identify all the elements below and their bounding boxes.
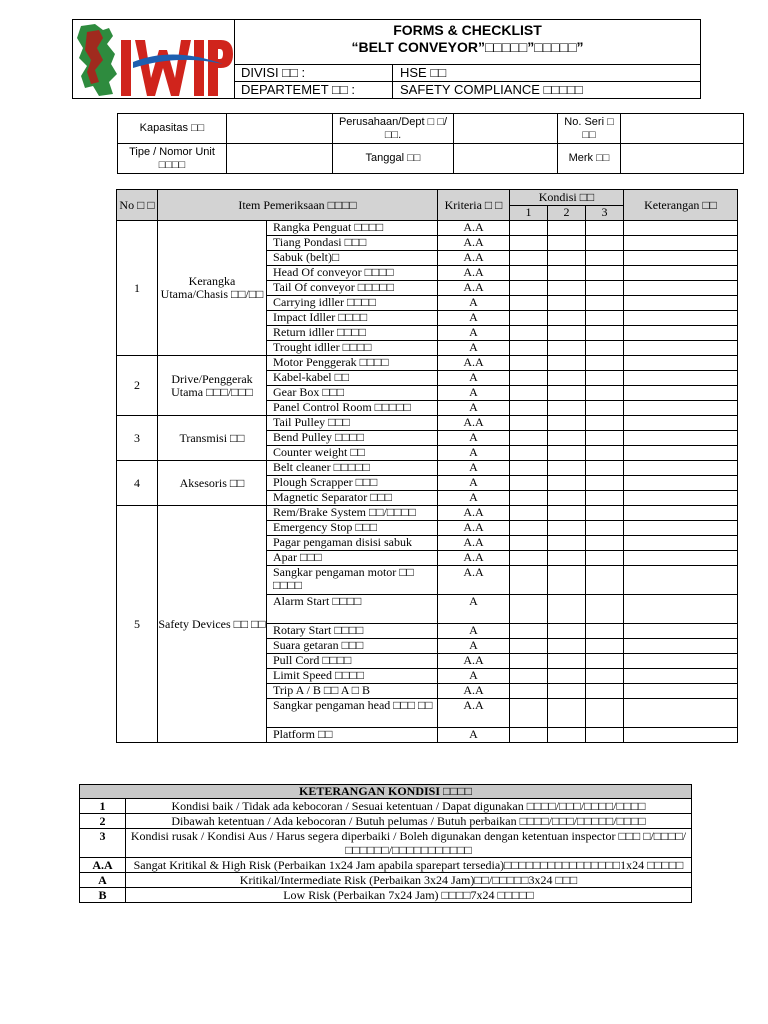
kondisi-1-cell[interactable] bbox=[510, 506, 548, 521]
kondisi-1-cell[interactable] bbox=[510, 356, 548, 371]
kondisi-3-cell[interactable] bbox=[586, 221, 624, 236]
item-kriteria: A bbox=[438, 639, 510, 654]
item-name: Sabuk (belt)□ bbox=[267, 251, 438, 266]
kondisi-3-cell[interactable] bbox=[586, 266, 624, 281]
kondisi-1-cell[interactable] bbox=[510, 296, 548, 311]
kondisi-1-cell[interactable] bbox=[510, 461, 548, 476]
item-name: Gear Box □□□ bbox=[267, 386, 438, 401]
kondisi-3-cell[interactable] bbox=[586, 251, 624, 266]
item-kriteria: A.A bbox=[438, 506, 510, 521]
item-kriteria: A.A bbox=[438, 521, 510, 536]
keterangan-cell[interactable] bbox=[624, 639, 738, 654]
kondisi-3-cell[interactable] bbox=[586, 654, 624, 669]
kapasitas-label: Kapasitas □□ bbox=[118, 114, 227, 144]
group-name: Safety Devices □□ □□ bbox=[158, 506, 267, 743]
kondisi-1-cell[interactable] bbox=[510, 699, 548, 728]
kondisi-2-cell[interactable] bbox=[548, 401, 586, 416]
group-number: 5 bbox=[117, 506, 158, 743]
col-kondisi-2: 2 bbox=[548, 205, 586, 221]
keterangan-cell[interactable] bbox=[624, 251, 738, 266]
group-name: Drive/Penggerak Utama □□□/□□□ bbox=[158, 356, 267, 416]
keterangan-cell[interactable] bbox=[624, 506, 738, 521]
kondisi-2-cell[interactable] bbox=[548, 281, 586, 296]
item-kriteria: A bbox=[438, 401, 510, 416]
kondisi-2-cell[interactable] bbox=[548, 624, 586, 639]
kondisi-2-cell[interactable] bbox=[548, 654, 586, 669]
item-name: Plough Scrapper □□□ bbox=[267, 476, 438, 491]
logo-text: IWIP bbox=[73, 20, 76, 21]
item-name: Magnetic Separator □□□ bbox=[267, 491, 438, 506]
kondisi-3-cell[interactable] bbox=[586, 639, 624, 654]
checklist-row bbox=[117, 221, 738, 236]
kondisi-3-cell[interactable] bbox=[586, 311, 624, 326]
item-kriteria: A bbox=[438, 431, 510, 446]
legend-code: A bbox=[80, 873, 126, 888]
kondisi-1-cell[interactable] bbox=[510, 595, 548, 624]
col-kondisi-3: 3 bbox=[586, 205, 624, 221]
keterangan-cell[interactable] bbox=[624, 684, 738, 699]
item-name: Limit Speed □□□□ bbox=[267, 669, 438, 684]
kondisi-2-cell[interactable] bbox=[548, 311, 586, 326]
kondisi-2-cell[interactable] bbox=[548, 236, 586, 251]
kondisi-1-cell[interactable] bbox=[510, 416, 548, 431]
keterangan-cell[interactable] bbox=[624, 296, 738, 311]
item-kriteria: A.A bbox=[438, 654, 510, 669]
item-name: Tiang Pondasi □□□ bbox=[267, 236, 438, 251]
keterangan-cell[interactable] bbox=[624, 521, 738, 536]
kondisi-3-cell[interactable] bbox=[586, 281, 624, 296]
kondisi-2-cell[interactable] bbox=[548, 728, 586, 743]
legend-row bbox=[80, 799, 692, 814]
kondisi-3-cell[interactable] bbox=[586, 371, 624, 386]
kondisi-3-cell[interactable] bbox=[586, 551, 624, 566]
group-name: Aksesoris □□ bbox=[158, 461, 267, 506]
kondisi-3-cell[interactable] bbox=[586, 416, 624, 431]
legend-table bbox=[79, 784, 692, 903]
keterangan-cell[interactable] bbox=[624, 431, 738, 446]
item-name: Sangkar pengaman motor □□ □□□□ bbox=[267, 566, 438, 595]
merk-field[interactable] bbox=[621, 144, 744, 174]
item-name: Rotary Start □□□□ bbox=[267, 624, 438, 639]
kondisi-3-cell[interactable] bbox=[586, 461, 624, 476]
kondisi-3-cell[interactable] bbox=[586, 595, 624, 624]
tanggal-field[interactable] bbox=[454, 144, 558, 174]
legend-title: KETERANGAN KONDISI □□□□ bbox=[80, 785, 692, 799]
unit-info-table bbox=[117, 113, 744, 174]
keterangan-cell[interactable] bbox=[624, 386, 738, 401]
item-name: Sangkar pengaman head □□□ □□ bbox=[267, 699, 438, 728]
kondisi-2-cell[interactable] bbox=[548, 566, 586, 595]
kondisi-3-cell[interactable] bbox=[586, 476, 624, 491]
item-name: Pagar pengaman disisi sabuk bbox=[267, 536, 438, 551]
checklist-row bbox=[117, 416, 738, 431]
item-name: Return idller □□□□ bbox=[267, 326, 438, 341]
item-kriteria: A.A bbox=[438, 416, 510, 431]
kondisi-1-cell[interactable] bbox=[510, 639, 548, 654]
kondisi-2-cell[interactable] bbox=[548, 431, 586, 446]
kondisi-1-cell[interactable] bbox=[510, 521, 548, 536]
tanggal-label: Tanggal □□ bbox=[333, 144, 454, 174]
legend-description: Low Risk (Perbaikan 7x24 Jam) □□□□7x24 □□□□□ bbox=[126, 888, 692, 903]
item-kriteria: A bbox=[438, 491, 510, 506]
keterangan-cell[interactable] bbox=[624, 476, 738, 491]
legend-row bbox=[80, 858, 692, 873]
keterangan-cell[interactable] bbox=[624, 266, 738, 281]
item-kriteria: A bbox=[438, 461, 510, 476]
col-kriteria: Kriteria □ □ bbox=[438, 190, 510, 221]
legend-code: B bbox=[80, 888, 126, 903]
kondisi-3-cell[interactable] bbox=[586, 491, 624, 506]
kondisi-1-cell[interactable] bbox=[510, 386, 548, 401]
kondisi-1-cell[interactable] bbox=[510, 446, 548, 461]
item-name: Platform □□ bbox=[267, 728, 438, 743]
kondisi-2-cell[interactable] bbox=[548, 356, 586, 371]
item-name: Trought idller □□□□ bbox=[267, 341, 438, 356]
item-kriteria: A bbox=[438, 476, 510, 491]
kondisi-2-cell[interactable] bbox=[548, 595, 586, 624]
kondisi-1-cell[interactable] bbox=[510, 624, 548, 639]
tipe-field[interactable] bbox=[227, 144, 333, 174]
item-kriteria: A.A bbox=[438, 281, 510, 296]
item-kriteria: A bbox=[438, 624, 510, 639]
item-name: Carrying idller □□□□ bbox=[267, 296, 438, 311]
kondisi-3-cell[interactable] bbox=[586, 728, 624, 743]
kondisi-2-cell[interactable] bbox=[548, 506, 586, 521]
item-name: Tail Pulley □□□ bbox=[267, 416, 438, 431]
kapasitas-field[interactable] bbox=[227, 114, 333, 144]
kondisi-2-cell[interactable] bbox=[548, 639, 586, 654]
kondisi-2-cell[interactable] bbox=[548, 699, 586, 728]
item-name: Rangka Penguat □□□□ bbox=[267, 221, 438, 236]
kondisi-1-cell[interactable] bbox=[510, 341, 548, 356]
keterangan-cell[interactable] bbox=[624, 551, 738, 566]
keterangan-cell[interactable] bbox=[624, 311, 738, 326]
kondisi-1-cell[interactable] bbox=[510, 236, 548, 251]
kondisi-3-cell[interactable] bbox=[586, 624, 624, 639]
kondisi-3-cell[interactable] bbox=[586, 401, 624, 416]
departemen-label: DEPARTEMET □□ : bbox=[241, 82, 355, 97]
kondisi-2-cell[interactable] bbox=[548, 386, 586, 401]
perusahaan-field[interactable] bbox=[454, 114, 558, 144]
item-kriteria: A.A bbox=[438, 536, 510, 551]
keterangan-cell[interactable] bbox=[624, 536, 738, 551]
keterangan-cell[interactable] bbox=[624, 566, 738, 595]
item-kriteria: A bbox=[438, 669, 510, 684]
keterangan-cell[interactable] bbox=[624, 281, 738, 296]
kondisi-2-cell[interactable] bbox=[548, 521, 586, 536]
col-kondisi-1: 1 bbox=[510, 205, 548, 221]
item-kriteria: A.A bbox=[438, 251, 510, 266]
departemen-row bbox=[235, 82, 700, 98]
item-kriteria: A.A bbox=[438, 551, 510, 566]
legend-row bbox=[80, 873, 692, 888]
kondisi-1-cell[interactable] bbox=[510, 371, 548, 386]
group-number: 4 bbox=[117, 461, 158, 506]
kondisi-2-cell[interactable] bbox=[548, 341, 586, 356]
legend-description: Kondisi baik / Tidak ada kebocoran / Sesuai ketentuan / Dapat digunakan □□□□/□□□/□□□□/□□□□ bbox=[126, 799, 692, 814]
kondisi-2-cell[interactable] bbox=[548, 371, 586, 386]
kondisi-3-cell[interactable] bbox=[586, 521, 624, 536]
item-name: Kabel-kabel □□ bbox=[267, 371, 438, 386]
kondisi-2-cell[interactable] bbox=[548, 669, 586, 684]
legend-row bbox=[80, 814, 692, 829]
kondisi-2-cell[interactable] bbox=[548, 251, 586, 266]
kondisi-2-cell[interactable] bbox=[548, 221, 586, 236]
kondisi-1-cell[interactable] bbox=[510, 654, 548, 669]
kondisi-3-cell[interactable] bbox=[586, 296, 624, 311]
kondisi-1-cell[interactable] bbox=[510, 431, 548, 446]
keterangan-cell[interactable] bbox=[624, 326, 738, 341]
item-kriteria: A.A bbox=[438, 221, 510, 236]
keterangan-cell[interactable] bbox=[624, 221, 738, 236]
item-kriteria: A.A bbox=[438, 356, 510, 371]
keterangan-cell[interactable] bbox=[624, 401, 738, 416]
item-kriteria: A bbox=[438, 371, 510, 386]
item-kriteria: A.A bbox=[438, 566, 510, 595]
item-name: Apar □□□ bbox=[267, 551, 438, 566]
kondisi-1-cell[interactable] bbox=[510, 491, 548, 506]
keterangan-cell[interactable] bbox=[624, 595, 738, 624]
checklist-row bbox=[117, 356, 738, 371]
tipe-label: Tipe / Nomor Unit □□□□ bbox=[118, 144, 227, 174]
kondisi-3-cell[interactable] bbox=[586, 236, 624, 251]
perusahaan-label: Perusahaan/Dept □ □/□□. bbox=[333, 114, 454, 144]
legend-description: Kondisi rusak / Kondisi Aus / Harus segera diperbaiki / Boleh digunakan dengan ketentuan inspector □□□ □/□□□□/□□□□□□/□□□□□□□□□□□ bbox=[126, 829, 692, 858]
item-name: Panel Control Room □□□□□ bbox=[267, 401, 438, 416]
keterangan-cell[interactable] bbox=[624, 356, 738, 371]
item-name: Rem/Brake System □□/□□□□ bbox=[267, 506, 438, 521]
item-kriteria: A bbox=[438, 386, 510, 401]
checklist-table bbox=[116, 189, 738, 743]
title-line-2: “BELT CONVEYOR”□□□□□”□□□□□” bbox=[351, 39, 584, 55]
kondisi-1-cell[interactable] bbox=[510, 551, 548, 566]
title-line-1: FORMS & CHECKLIST bbox=[393, 22, 542, 38]
kondisi-1-cell[interactable] bbox=[510, 728, 548, 743]
item-name: Head Of conveyor □□□□ bbox=[267, 266, 438, 281]
checklist-row bbox=[117, 506, 738, 521]
kondisi-1-cell[interactable] bbox=[510, 326, 548, 341]
item-kriteria: A bbox=[438, 446, 510, 461]
kondisi-3-cell[interactable] bbox=[586, 446, 624, 461]
divisi-row bbox=[235, 65, 700, 82]
kondisi-1-cell[interactable] bbox=[510, 684, 548, 699]
kondisi-3-cell[interactable] bbox=[586, 386, 624, 401]
legend-code: 3 bbox=[80, 829, 126, 858]
item-name: Trip A / B □□ A □ B bbox=[267, 684, 438, 699]
item-name: Suara getaran □□□ bbox=[267, 639, 438, 654]
item-kriteria: A.A bbox=[438, 699, 510, 728]
no-seri-field[interactable] bbox=[621, 114, 744, 144]
item-name: Motor Penggerak □□□□ bbox=[267, 356, 438, 371]
keterangan-cell[interactable] bbox=[624, 341, 738, 356]
keterangan-cell[interactable] bbox=[624, 491, 738, 506]
keterangan-cell[interactable] bbox=[624, 446, 738, 461]
kondisi-3-cell[interactable] bbox=[586, 699, 624, 728]
keterangan-cell[interactable] bbox=[624, 236, 738, 251]
keterangan-cell[interactable] bbox=[624, 461, 738, 476]
group-name: Transmisi □□ bbox=[158, 416, 267, 461]
group-name: Kerangka Utama/Chasis □□/□□ bbox=[158, 221, 267, 356]
legend-code: 2 bbox=[80, 814, 126, 829]
checklist-row bbox=[117, 461, 738, 476]
kondisi-3-cell[interactable] bbox=[586, 566, 624, 595]
keterangan-cell[interactable] bbox=[624, 728, 738, 743]
item-name: Pull Cord □□□□ bbox=[267, 654, 438, 669]
form-header bbox=[72, 19, 701, 99]
kondisi-2-cell[interactable] bbox=[548, 416, 586, 431]
kondisi-3-cell[interactable] bbox=[586, 684, 624, 699]
kondisi-3-cell[interactable] bbox=[586, 506, 624, 521]
company-logo bbox=[73, 20, 235, 98]
item-kriteria: A bbox=[438, 341, 510, 356]
kondisi-1-cell[interactable] bbox=[510, 476, 548, 491]
item-kriteria: A bbox=[438, 296, 510, 311]
item-kriteria: A.A bbox=[438, 684, 510, 699]
item-kriteria: A bbox=[438, 326, 510, 341]
legend-row bbox=[80, 829, 692, 858]
kondisi-3-cell[interactable] bbox=[586, 536, 624, 551]
legend-description: Dibawah ketentuan / Ada kebocoran / Butuh pelumas / Butuh perbaikan □□□□/□□□/□□□□□/□□□□ bbox=[126, 814, 692, 829]
kondisi-2-cell[interactable] bbox=[548, 296, 586, 311]
item-name: Emergency Stop □□□ bbox=[267, 521, 438, 536]
kondisi-1-cell[interactable] bbox=[510, 669, 548, 684]
departemen-value: SAFETY COMPLIANCE □□□□□ bbox=[400, 82, 583, 97]
group-number: 2 bbox=[117, 356, 158, 416]
divisi-label: DIVISI □□ : bbox=[241, 65, 306, 80]
legend-row bbox=[80, 888, 692, 903]
col-kondisi: Kondisi □□ bbox=[510, 190, 624, 206]
kondisi-2-cell[interactable] bbox=[548, 266, 586, 281]
kondisi-2-cell[interactable] bbox=[548, 446, 586, 461]
kondisi-2-cell[interactable] bbox=[548, 536, 586, 551]
kondisi-1-cell[interactable] bbox=[510, 281, 548, 296]
group-number: 3 bbox=[117, 416, 158, 461]
item-kriteria: A.A bbox=[438, 266, 510, 281]
keterangan-cell[interactable] bbox=[624, 669, 738, 684]
item-name: Bend Pulley □□□□ bbox=[267, 431, 438, 446]
keterangan-cell[interactable] bbox=[624, 624, 738, 639]
kondisi-3-cell[interactable] bbox=[586, 669, 624, 684]
group-number: 1 bbox=[117, 221, 158, 356]
kondisi-1-cell[interactable] bbox=[510, 536, 548, 551]
col-keterangan: Keterangan □□ bbox=[624, 190, 738, 221]
item-kriteria: A bbox=[438, 311, 510, 326]
legend-description: Sangat Kritikal & High Risk (Perbaikan 1x24 Jam apabila sparepart tersedia)□□□□□□□□□□□□□□□□1x24 □□□□□ bbox=[126, 858, 692, 873]
kondisi-1-cell[interactable] bbox=[510, 221, 548, 236]
kondisi-2-cell[interactable] bbox=[548, 326, 586, 341]
merk-label: Merk □□ bbox=[558, 144, 621, 174]
kondisi-1-cell[interactable] bbox=[510, 401, 548, 416]
kondisi-3-cell[interactable] bbox=[586, 431, 624, 446]
legend-code: 1 bbox=[80, 799, 126, 814]
item-kriteria: A.A bbox=[438, 236, 510, 251]
kondisi-3-cell[interactable] bbox=[586, 356, 624, 371]
kondisi-1-cell[interactable] bbox=[510, 266, 548, 281]
legend-description: Kritikal/Intermediate Risk (Perbaikan 3x24 Jam)□□/□□□□□3x24 □□□ bbox=[126, 873, 692, 888]
kondisi-1-cell[interactable] bbox=[510, 566, 548, 595]
item-name: Alarm Start □□□□ bbox=[267, 595, 438, 624]
item-name: Counter weight □□ bbox=[267, 446, 438, 461]
col-item: Item Pemeriksaan □□□□ bbox=[158, 190, 438, 221]
item-name: Belt cleaner □□□□□ bbox=[267, 461, 438, 476]
kondisi-2-cell[interactable] bbox=[548, 491, 586, 506]
kondisi-2-cell[interactable] bbox=[548, 461, 586, 476]
no-seri-label: No. Seri □ □□ bbox=[558, 114, 621, 144]
kondisi-1-cell[interactable] bbox=[510, 251, 548, 266]
kondisi-2-cell[interactable] bbox=[548, 476, 586, 491]
item-kriteria: A bbox=[438, 595, 510, 624]
form-title bbox=[235, 20, 700, 65]
item-name: Impact Idller □□□□ bbox=[267, 311, 438, 326]
keterangan-cell[interactable] bbox=[624, 371, 738, 386]
kondisi-1-cell[interactable] bbox=[510, 311, 548, 326]
item-kriteria: A bbox=[438, 728, 510, 743]
keterangan-cell[interactable] bbox=[624, 416, 738, 431]
divisi-value: HSE □□ bbox=[400, 65, 447, 80]
keterangan-cell[interactable] bbox=[624, 654, 738, 669]
item-name: Tail Of conveyor □□□□□ bbox=[267, 281, 438, 296]
col-no: No □ □ bbox=[117, 190, 158, 221]
kondisi-2-cell[interactable] bbox=[548, 684, 586, 699]
kondisi-2-cell[interactable] bbox=[548, 551, 586, 566]
keterangan-cell[interactable] bbox=[624, 699, 738, 728]
kondisi-3-cell[interactable] bbox=[586, 341, 624, 356]
legend-code: A.A bbox=[80, 858, 126, 873]
kondisi-3-cell[interactable] bbox=[586, 326, 624, 341]
